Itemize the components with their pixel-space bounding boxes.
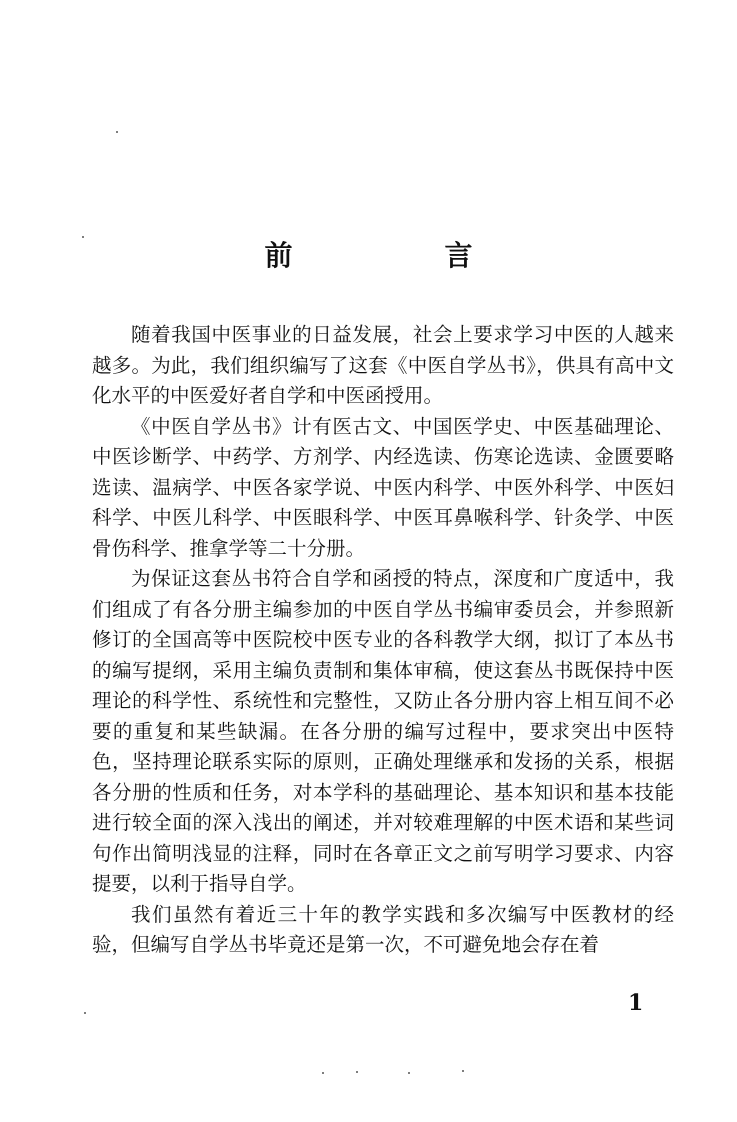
preface-body — [92, 320, 674, 961]
scan-speck — [116, 131, 118, 133]
scan-speck — [82, 236, 84, 238]
paragraph-3: 为保证这套丛书符合自学和函授的特点，深度和广度适中，我们组成了有各分册主编参加的中医自学丛书编审委员会，并参照新修订的全国高等中医院校中医专业的各科教学大纲，拟订了本丛书的编写提纲，采用主编负责制和集体审稿，使这套丛书既保持中医理论的科学性、系统性和完整性，又防止各分册内容上相互间不必要的重复和某些缺漏。在各分册的编写过程中，要求突出中医特色，坚持理论联系实际的原则，正确处理继承和发扬的关系，根据各分册的性质和任务，对本学科的基础理论、基本知识和基本技能进行较全面的深入浅出的阐述，并对较难理解的中医术语和某些词句作出简明浅显的注释，同时在各章正文之前写明学习要求、内容提要，以利于指导自学。 — [92, 567, 674, 895]
page-title: 前 言 — [264, 239, 535, 272]
paragraph-1: 随着我国中医事业的日益发展，社会上要求学习中医的人越来越多。为此，我们组织编写了这套《中医自学丛书》，供具有高中文化水平的中医爱好者自学和中医函授用。 — [92, 323, 674, 407]
page-number: 1 — [628, 990, 644, 1016]
paragraph-2: 《中医自学丛书》计有医古文、中国医学史、中医基础理论、中医诊断学、中药学、方剂学、内经选读、伤寒论选读、金匮要略选读、温病学、中医各家学说、中医内科学、中医外科学、中医妇科学、中医儿科学、中医眼科学、中医耳鼻喉科学、针灸学、中医骨伤科学、推拿学等二十分册。 — [92, 414, 674, 560]
scan-speck — [84, 1012, 86, 1014]
scan-speck — [462, 1070, 464, 1072]
paragraph-4: 我们虽然有着近三十年的教学实践和多次编写中医教材的经验，但编写自学丛书毕竟还是第一次，不可避免地会存在着 — [92, 902, 674, 956]
scan-speck — [356, 1071, 358, 1073]
scan-speck — [322, 1072, 324, 1074]
scan-speck — [408, 1072, 410, 1074]
